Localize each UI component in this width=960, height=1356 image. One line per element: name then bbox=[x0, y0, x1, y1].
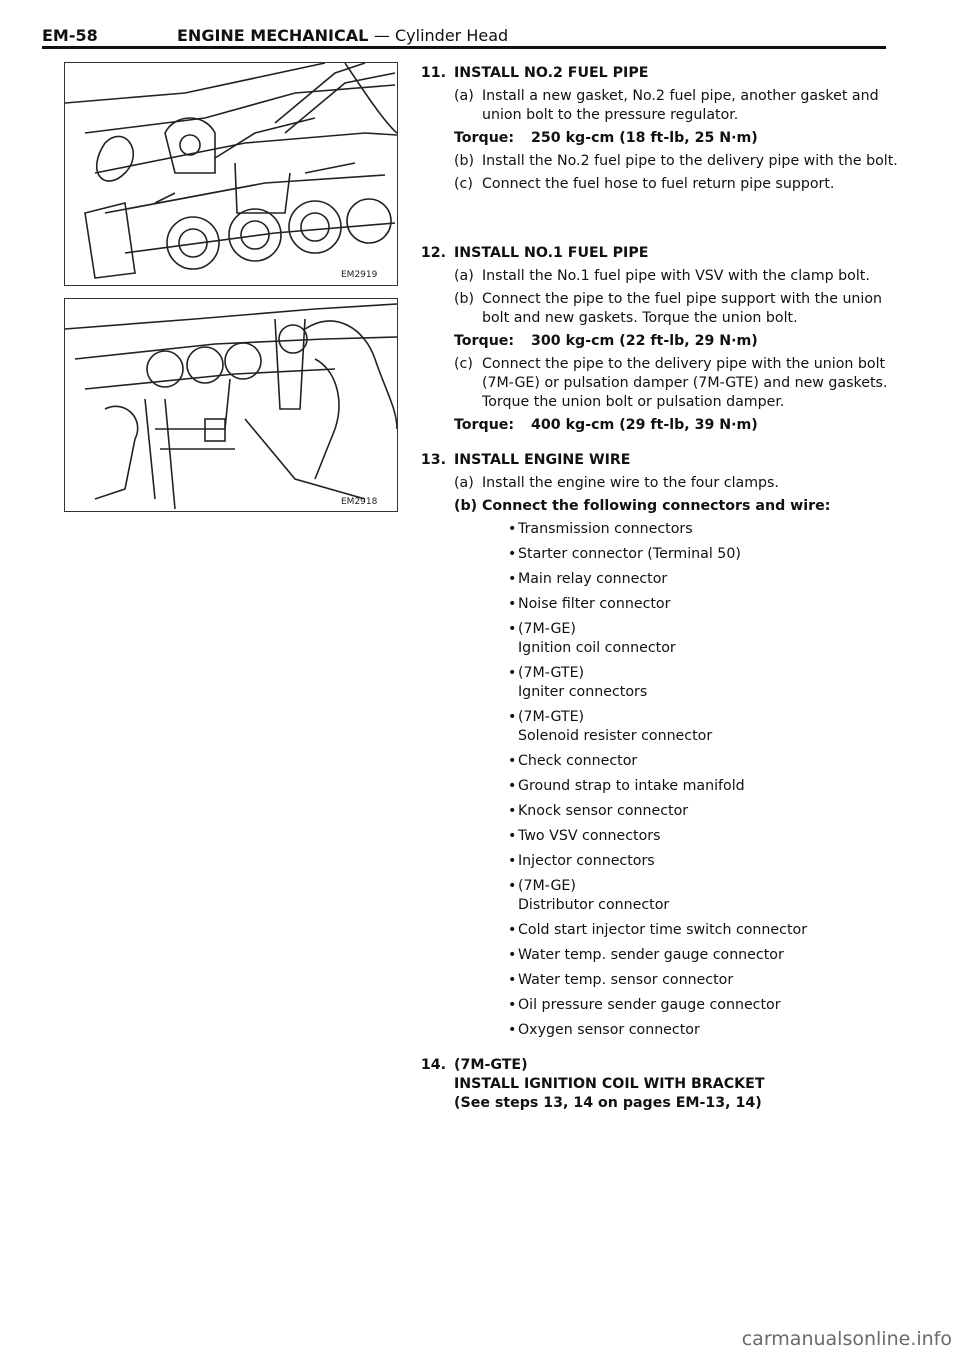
sub-step bbox=[454, 497, 906, 516]
sub-step bbox=[454, 175, 906, 194]
engine-illustration-2 bbox=[65, 299, 397, 511]
bullet-icon: • bbox=[508, 521, 517, 537]
sub-step-text: Install a new gasket, No.2 fuel pipe, another gasket and union bolt to the pressure regulator. bbox=[482, 88, 879, 123]
bullet-icon: • bbox=[508, 753, 517, 769]
figure-fuel-pipe-no1 bbox=[64, 298, 398, 512]
step-number: 14. bbox=[420, 1057, 446, 1073]
list-item-text: Oil pressure sender gauge connector bbox=[518, 997, 781, 1013]
list-item-text: Ground strap to intake manifold bbox=[518, 778, 745, 794]
bullet-icon: • bbox=[508, 853, 517, 869]
step-title-line: (7M-GTE) bbox=[454, 1057, 528, 1073]
sub-step-text: Connect the pipe to the delivery pipe with the union bolt (7M-GE) or pulsation damper (7M-GTE) and new gaskets. Torque the union bolt or pulsation damper. bbox=[482, 356, 888, 410]
connector-list bbox=[508, 520, 906, 1040]
torque-label: Torque: bbox=[454, 417, 515, 433]
torque-value: 400 kg-cm (29 ft-lb, 39 N·m) bbox=[531, 417, 758, 433]
sub-step-letter: (b) bbox=[454, 291, 475, 307]
list-item bbox=[508, 921, 906, 940]
sub-step bbox=[454, 474, 906, 493]
list-item bbox=[508, 595, 906, 614]
sub-step bbox=[454, 355, 906, 412]
sub-step bbox=[454, 267, 906, 286]
list-item-text: Noise filter connector bbox=[518, 596, 671, 612]
bullet-icon: • bbox=[508, 546, 517, 562]
list-item-text: Injector connectors bbox=[518, 853, 655, 869]
list-item bbox=[508, 877, 906, 915]
torque-spec bbox=[454, 129, 906, 148]
sub-step-letter: (a) bbox=[454, 88, 474, 104]
sub-step-letter: (a) bbox=[454, 475, 474, 491]
step-heading bbox=[406, 451, 906, 470]
sub-step bbox=[454, 152, 906, 171]
sub-step-text: Install the No.2 fuel pipe to the delivery pipe with the bolt. bbox=[482, 153, 898, 169]
bullet-icon: • bbox=[508, 922, 517, 938]
step-title-line: INSTALL IGNITION COIL WITH BRACKET bbox=[454, 1076, 765, 1092]
list-item bbox=[508, 545, 906, 564]
sub-step bbox=[454, 87, 906, 125]
sub-step-text: Install the engine wire to the four clamps. bbox=[482, 475, 779, 491]
list-item bbox=[508, 570, 906, 589]
list-item bbox=[508, 996, 906, 1015]
step-title bbox=[454, 1056, 765, 1113]
list-item bbox=[508, 620, 906, 658]
list-item-text: Igniter connectors bbox=[518, 684, 648, 700]
step-heading bbox=[406, 64, 906, 83]
list-item bbox=[508, 1021, 906, 1040]
bullet-icon: • bbox=[508, 828, 517, 844]
list-item bbox=[508, 802, 906, 821]
sub-step-letter: (b) bbox=[454, 498, 478, 514]
list-item bbox=[508, 946, 906, 965]
list-item bbox=[508, 971, 906, 990]
list-item bbox=[508, 752, 906, 771]
list-item bbox=[508, 777, 906, 796]
torque-spec bbox=[454, 332, 906, 351]
bullet-icon: • bbox=[508, 621, 517, 637]
list-item-text: (7M-GE) bbox=[518, 621, 576, 637]
sub-step-text: Connect the pipe to the fuel pipe support with the union bolt and new gaskets. Torque the union bolt. bbox=[482, 291, 883, 326]
step-12 bbox=[406, 244, 906, 435]
sub-step-letter: (a) bbox=[454, 268, 474, 284]
bullet-icon: • bbox=[508, 947, 517, 963]
page-number: EM-58 bbox=[42, 26, 98, 45]
figure-fuel-pipe-no2 bbox=[64, 62, 398, 286]
sub-step-letter: (c) bbox=[454, 176, 473, 192]
sub-step-text: Install the No.1 fuel pipe with VSV with the clamp bolt. bbox=[482, 268, 870, 284]
list-item bbox=[508, 520, 906, 539]
subsection-name: — Cylinder Head bbox=[373, 26, 509, 45]
torque-label: Torque: bbox=[454, 130, 515, 146]
list-item bbox=[508, 827, 906, 846]
step-13 bbox=[406, 451, 906, 1040]
step-heading bbox=[406, 244, 906, 263]
step-heading bbox=[406, 1056, 906, 1113]
list-item-text: Solenoid resister connector bbox=[518, 728, 713, 744]
bullet-icon: • bbox=[508, 596, 517, 612]
list-item bbox=[508, 664, 906, 702]
step-title: INSTALL NO.2 FUEL PIPE bbox=[454, 65, 649, 81]
bullet-icon: • bbox=[508, 571, 517, 587]
list-item-text: Main relay connector bbox=[518, 571, 668, 587]
bullet-icon: • bbox=[508, 972, 517, 988]
bullet-icon: • bbox=[508, 997, 517, 1013]
step-number: 12. bbox=[420, 245, 446, 261]
torque-spec bbox=[454, 416, 906, 435]
section-title bbox=[177, 26, 508, 45]
figure-code-1: EM2919 bbox=[341, 270, 378, 280]
list-item-text: Starter connector (Terminal 50) bbox=[518, 546, 741, 562]
list-item-text: Knock sensor connector bbox=[518, 803, 689, 819]
list-item-text: (7M-GTE) bbox=[518, 709, 585, 725]
list-item-text: Two VSV connectors bbox=[518, 828, 661, 844]
list-item-text: Transmission connectors bbox=[518, 521, 693, 537]
list-item-text: Water temp. sender gauge connector bbox=[518, 947, 784, 963]
sub-step-letter: (b) bbox=[454, 153, 475, 169]
list-item-text: Check connector bbox=[518, 753, 638, 769]
figure-code-2: EM2918 bbox=[341, 497, 378, 507]
page-header bbox=[42, 24, 886, 49]
step-11 bbox=[406, 64, 906, 194]
step-title-line: (See steps 13, 14 on pages EM-13, 14) bbox=[454, 1095, 762, 1111]
bullet-icon: • bbox=[508, 709, 517, 725]
list-item-text: Distributor connector bbox=[518, 897, 670, 913]
sub-step-text: Connect the following connectors and wire: bbox=[482, 498, 831, 514]
step-number: 13. bbox=[420, 452, 446, 468]
list-item-text: Ignition coil connector bbox=[518, 640, 676, 656]
bullet-icon: • bbox=[508, 878, 517, 894]
engine-illustration-1 bbox=[65, 63, 397, 285]
step-title: INSTALL NO.1 FUEL PIPE bbox=[454, 245, 649, 261]
step-14 bbox=[406, 1056, 906, 1113]
torque-value: 300 kg-cm (22 ft-lb, 29 N·m) bbox=[531, 333, 758, 349]
sub-step bbox=[454, 290, 906, 328]
bullet-icon: • bbox=[508, 1022, 517, 1038]
step-title: INSTALL ENGINE WIRE bbox=[454, 452, 631, 468]
torque-value: 250 kg-cm (18 ft-lb, 25 N·m) bbox=[531, 130, 758, 146]
list-item bbox=[508, 708, 906, 746]
torque-label: Torque: bbox=[454, 333, 515, 349]
list-item bbox=[508, 852, 906, 871]
bullet-icon: • bbox=[508, 665, 517, 681]
bullet-icon: • bbox=[508, 803, 517, 819]
bullet-icon: • bbox=[508, 778, 517, 794]
sub-step-letter: (c) bbox=[454, 356, 473, 372]
list-item-text: Oxygen sensor connector bbox=[518, 1022, 700, 1038]
sub-step-text: Connect the fuel hose to fuel return pipe support. bbox=[482, 176, 835, 192]
list-item-text: (7M-GE) bbox=[518, 878, 576, 894]
list-item-text: Cold start injector time switch connector bbox=[518, 922, 808, 938]
list-item-text: Water temp. sensor connector bbox=[518, 972, 734, 988]
section-name: ENGINE MECHANICAL bbox=[177, 26, 369, 45]
watermark: carmanualsonline.info bbox=[741, 1328, 952, 1350]
list-item-text: (7M-GTE) bbox=[518, 665, 585, 681]
procedure-content bbox=[406, 64, 906, 1129]
step-number: 11. bbox=[420, 65, 446, 81]
